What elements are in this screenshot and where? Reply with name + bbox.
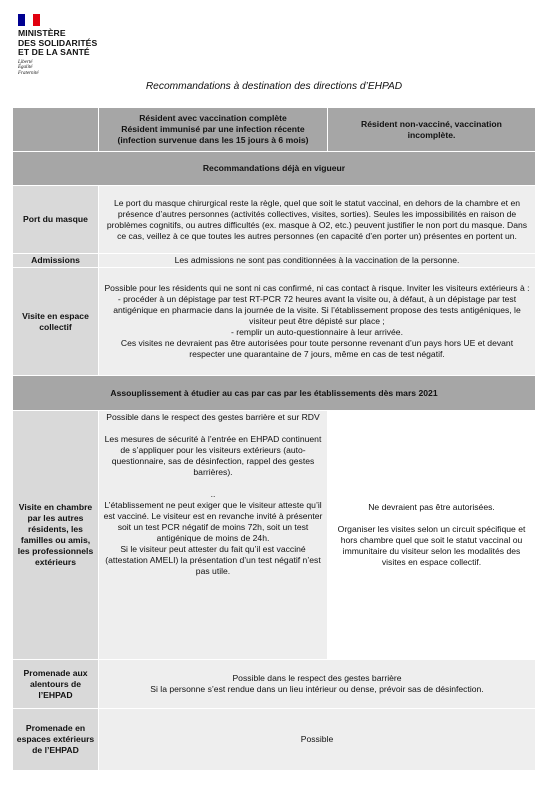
header-vaccinated-line: Résident immunisé par une infection récente [121,124,305,134]
header-empty-cell [13,108,99,152]
header-unvaccinated [328,108,536,152]
table-row-admissions [13,254,536,268]
flag-red [33,14,40,26]
visite-chambre-paragraph: Les mesures de sécurité à l’entrée en EHPAD continuent de s’appliquer pour les visiteurs extérieurs (auto-questionnaire, sas de désinfection, rappel des gestes barrières). [104,434,322,477]
flag-blue [18,14,25,26]
motto-fraternite: Fraternité [18,70,39,76]
row-text-admissions: Les admissions ne sont pas conditionnées à la vaccination de la personne. [99,254,536,268]
row-label-promenade-alentours: Promenade aux alentours de l’EHPAD [13,660,99,709]
table-row-promenade-alentours [13,660,536,709]
ministry-name-line-1: MINISTÈRE [18,28,66,38]
ministry-logo [18,14,138,77]
table-row-visite-chambre [13,411,536,660]
section-row-current [13,152,536,186]
row-label-visite-chambre: Visite en chambre par les autres résidents, les familles ou amis, les professionnels extérieurs [13,411,99,660]
visite-chambre-paragraph: Ne devraient pas être autorisées. [368,502,495,512]
row-text-port-masque: Le port du masque chirurgical reste la règle, quel que soit le statut vaccinal, en dehors de la chambre et en présence d’autres personnes (activités collectives, visites, sorties). Seules les impossibilités en raison de problèmes cognitifs, ou autres difficultés (ex. masque à O2, etc.) peuvent justifier le non port du masque. Dans ce cas, veillez à ce que toutes les autres personnes (en capacité d’en porter un) présentes en portent un. [99,186,536,254]
section-title-current: Recommandations déjà en vigueur [13,152,536,186]
visite-espace-line: Possible pour les résidents qui ne sont ni cas confirmé, ni cas contact à risque. Inviter les visiteurs extérieurs à : [104,283,530,293]
header-vaccinated-line: (infection survenue dans les 15 jours à 6 mois) [117,135,309,145]
recommendations-table [12,107,536,771]
row-text-visite-chambre-vaccinated [99,411,328,660]
row-text-visite-chambre-unvaccinated [328,411,536,660]
motto-liberte: Liberté [18,59,33,65]
promenade-alentours-line: Possible dans le respect des gestes barrière [232,673,402,683]
header-vaccinated [99,108,328,152]
row-text-promenade-alentours [99,660,536,709]
visite-chambre-paragraph: L’établissement ne peut exiger que le visiteur atteste qu’il est vacciné. Le visiteur est en revanche invité à présenter soit un test PCR négatif de moins 72h, soit un test antigénique de moins de 24h. [103,500,323,543]
ministry-name-line-2: DES SOLIDARITÉS [18,37,98,48]
visite-chambre-paragraph: Si le visiteur peut attester du fait qu’il est vacciné (attestation AMELI) la présentation d’un test négatif n’est pas utile. [105,544,321,576]
promenade-alentours-line: Si la personne s’est rendue dans un lieu intérieur ou dense, prévoir sas de désinfection. [150,684,484,694]
section-row-relaxation [13,376,536,411]
ministry-name-line-3: ET DE LA SANTÉ [18,47,90,58]
header-unvaccinated-line: Résident non-vacciné, vaccination [361,118,502,129]
visite-chambre-paragraph: .. [210,489,216,499]
visite-espace-line: - procéder à un dépistage par test RT-PCR 72 heures avant la visite ou, à défaut, à un dépistage par test antigénique en pharmacie dans la journée de la visite. Si l’établissement propose des tests antigéniques, le visiteur peut être dépisté sur place ; [113,294,521,326]
republic-motto [18,60,138,77]
row-text-promenade-espaces: Possible [99,709,536,771]
header-vaccinated-line: Résident avec vaccination complète [139,113,287,123]
row-text-visite-espace [99,268,536,376]
visite-espace-line: Ces visites ne devraient pas être autorisées pour toute personne revenant d’un pays hors UE et devant respecter une quarantaine de 7 jours, même en cas de test négatif. [120,338,514,359]
french-flag-icon [18,14,40,26]
visite-chambre-paragraph: Possible dans le respect des gestes barrière et sur RDV [106,412,320,422]
table-row-visite-espace [13,268,536,376]
table-header-row [13,108,536,152]
table-row-port-masque [13,186,536,254]
section-title-relaxation: Assouplissement à étudier au cas par cas par les établissements dès mars 2021 [13,376,536,411]
row-label-port-masque: Port du masque [13,186,99,254]
document-title: Recommandations à destination des directions d’EHPAD [145,81,403,92]
visite-espace-line: - remplir un auto-questionnaire à leur arrivée. [231,327,403,337]
row-label-visite-espace: Visite en espace collectif [13,268,99,376]
visite-chambre-paragraph: Organiser les visites selon un circuit spécifique et hors chambre quel que soit le statut vaccinal ou immunitaire du visiteur selon les modalités des visites en espace collectif. [337,524,526,567]
row-label-admissions: Admissions [13,254,99,268]
row-label-promenade-espaces: Promenade en espaces extérieurs de l’EHPAD [13,709,99,771]
motto-egalite: Égalité [18,65,33,71]
table-row-promenade-espaces [13,709,536,771]
flag-white [25,14,32,26]
header-unvaccinated-line: incomplète. [407,129,456,140]
